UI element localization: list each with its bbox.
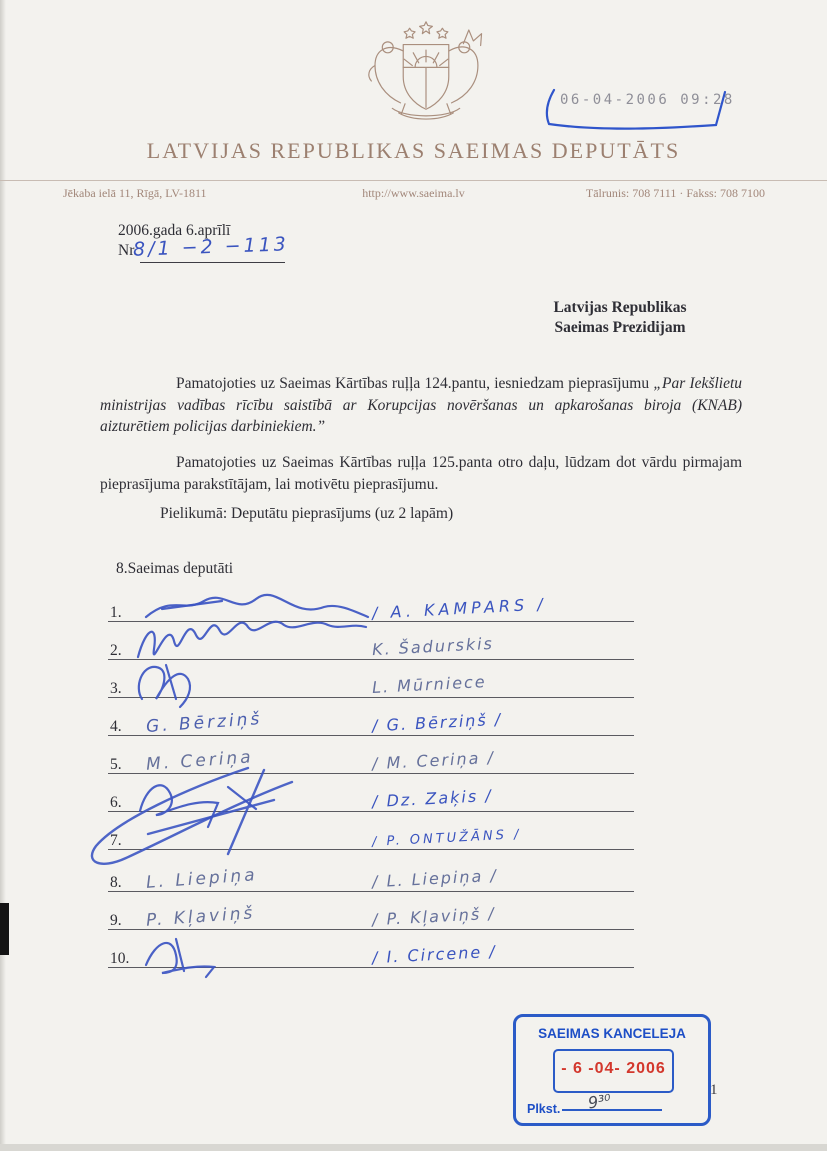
deputy-name: L. Mūrniece — [371, 672, 488, 697]
deputy-name: / I. Circene / — [371, 941, 498, 968]
document-number-line — [140, 262, 285, 263]
document-number-handwritten: 8/1 −2 −113 — [132, 233, 290, 261]
signature-row-3 — [108, 664, 634, 698]
row-number: 3. — [110, 680, 122, 697]
addressee-block — [500, 298, 740, 338]
document-number-label: Nr. — [118, 242, 138, 259]
signature-scribble-icon — [132, 777, 312, 819]
stamp-time-handwritten: 9³⁰ — [586, 1090, 613, 1113]
signatures-heading: 8.Saeimas deputāti — [116, 560, 234, 577]
letterhead-title: LATVIJAS REPUBLIKAS SAEIMAS DEPUTĀTS — [146, 138, 681, 163]
addressee-line1: Latvijas Republikas — [553, 299, 687, 316]
paragraph-1-quote: „Par Iekšlietu ministrijas vadības rīcību saistībā ar Korupcijas novēršanas un apkarošanas biroja (KNAB) aizturētiem policijas darbiniekiem.” — [100, 375, 742, 435]
row-number: 6. — [110, 794, 122, 811]
deputy-name: K. Šadurskis — [371, 633, 495, 660]
signature-script: L. Liepiņa — [145, 865, 259, 893]
row-number: 2. — [110, 642, 122, 659]
saeima-chancellery-stamp — [513, 1014, 711, 1126]
signature-row-9 — [108, 896, 634, 930]
letterhead-phone-fax: Tālrunis: 708 7111 · Fakss: 708 7100 — [585, 186, 765, 200]
stamp-time-label: Plkst. — [527, 1102, 561, 1116]
deputy-name: / Dz. Zaķis / — [371, 785, 494, 812]
signature-scribble-icon — [132, 935, 272, 975]
row-number: 8. — [110, 874, 122, 891]
paragraph-1-text: Pamatojoties uz Saeimas Kārtības ruļļa 124.pantu, iesniedzam pieprasījumu — [176, 375, 654, 392]
row-number: 4. — [110, 718, 122, 735]
stamp-date-box — [553, 1049, 674, 1093]
scan-edge-shadow — [0, 0, 6, 1151]
signature-row-2 — [108, 626, 634, 660]
signature-row-8 — [108, 858, 634, 892]
stamp-date: - 6 -04- 2006 — [561, 1060, 666, 1077]
fax-timestamp-text: 06-04-2006 09:28 — [560, 92, 735, 108]
deputy-name: / L. Liepiņa / — [371, 865, 499, 892]
signature-row-4 — [108, 702, 634, 736]
paragraph-1 — [100, 373, 742, 438]
attachment-note: Pielikumā: Deputātu pieprasījums (uz 2 lapām) — [160, 505, 454, 522]
signature-script: M. Ceriņa — [145, 747, 255, 775]
row-number: 9. — [110, 912, 122, 929]
signature-script: P. Kļaviņš — [145, 903, 256, 931]
signature-row-6 — [108, 778, 634, 812]
deputy-name: / M. Ceriņa / — [371, 747, 496, 774]
deputy-name: / P. Kļaviņš / — [371, 903, 497, 930]
signature-row-5 — [108, 740, 634, 774]
stamp-title: SAEIMAS KANCELEJA — [538, 1026, 686, 1041]
deputy-name: / P. ONTUŽĀNS / — [371, 827, 522, 850]
signature-row-7 — [108, 816, 634, 850]
letterhead-website: http://www.saeima.lv — [362, 186, 465, 200]
row-number: 5. — [110, 756, 122, 773]
scan-edge-bottom — [0, 1144, 827, 1151]
addressee-line2: Saeimas Prezidijam — [554, 319, 686, 336]
signature-row-10 — [108, 934, 634, 968]
latvia-coat-of-arms-icon — [340, 20, 512, 122]
document-date: 2006.gada 6.aprīlī — [118, 222, 231, 239]
letterhead-rule — [0, 180, 827, 181]
signature-row-1 — [108, 588, 634, 622]
row-number: 10. — [110, 950, 130, 967]
paragraph-2: Pamatojoties uz Saeimas Kārtības ruļļa 125.panta otro daļu, lūdzam dot vārdu pirmajam pieprasījuma parakstītājam, lai motivētu pieprasījumu. — [100, 454, 742, 493]
deputy-name: / G. Bērziņš / — [371, 709, 503, 736]
page-number: 1 — [710, 1082, 718, 1098]
signature-scribble-icon — [132, 659, 252, 705]
fax-timestamp — [538, 84, 735, 130]
row-number: 1. — [110, 604, 122, 621]
row-number: 7. — [110, 832, 122, 849]
deputy-name: / A. KAMPARS / — [371, 594, 548, 623]
signature-script: G. Bērziņš — [145, 708, 263, 738]
letterhead-address: Jēkaba ielā 11, Rīgā, LV-1811 — [63, 186, 207, 200]
scan-artifact-mark — [0, 903, 9, 955]
